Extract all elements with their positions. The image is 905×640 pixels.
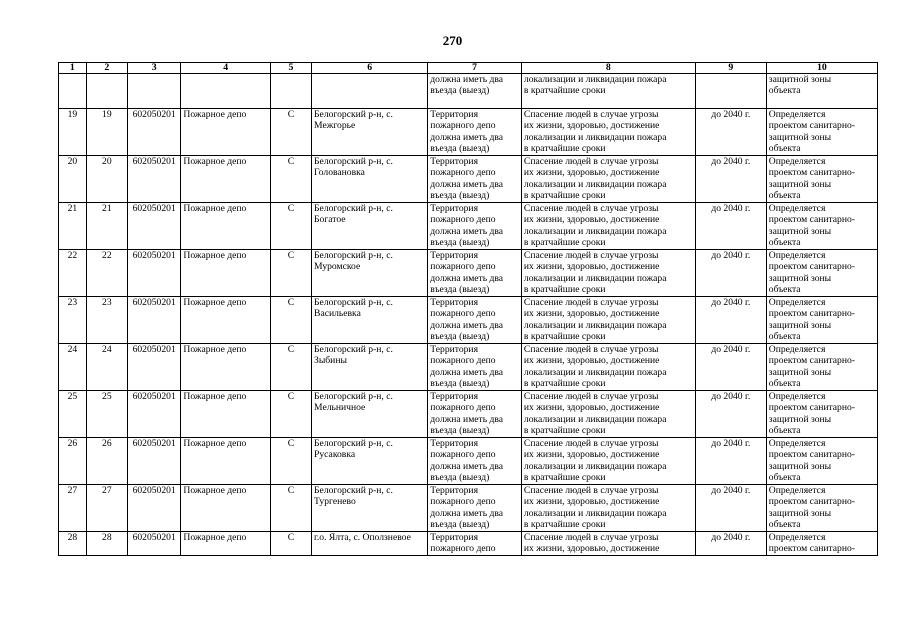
header-cell: 10 (766, 63, 877, 74)
header-cell: 9 (695, 63, 766, 74)
table-cell-n2: 27 (86, 485, 127, 532)
table-cell-name: Пожарное депо (181, 250, 271, 297)
table-cell-territory: Территория пожарного депо должна иметь два въезда (выезд) (428, 203, 522, 250)
table-cell-territory: Территория пожарного депо должна иметь два въезда (выезд) (428, 156, 522, 203)
table-cell-purpose: Спасение людей в случае угрозы их жизни, здоровью, достижение локализации и ликвидации пожара в кратчайшие сроки (521, 109, 695, 156)
table-cell-n2: 26 (86, 438, 127, 485)
table-row (59, 532, 878, 556)
table-cell (181, 74, 271, 109)
table-cell-code: 602050201 (127, 485, 181, 532)
table-cell: должна иметь два въезда (выезд) (428, 74, 522, 109)
table-cell-code: 602050201 (127, 109, 181, 156)
table-cell-name: Пожарное депо (181, 297, 271, 344)
table-cell-zone: Определяется проектом санитарно- защитной зоны объекта (766, 203, 877, 250)
header-cell: 4 (181, 63, 271, 74)
table-cell-code: 602050201 (127, 203, 181, 250)
table-cell-code: 602050201 (127, 250, 181, 297)
header-cell: 1 (59, 63, 87, 74)
table-cell-purpose: Спасение людей в случае угрозы их жизни, здоровью, достижение локализации и ликвидации пожара в кратчайшие сроки (521, 485, 695, 532)
table-cell-n2: 23 (86, 297, 127, 344)
table-cell-territory: Территория пожарного депо должна иметь два въезда (выезд) (428, 344, 522, 391)
table-cell-code: 602050201 (127, 391, 181, 438)
header-cell: 8 (521, 63, 695, 74)
table-cell-zone: Определяется проектом санитарно- защитной зоны объекта (766, 485, 877, 532)
table-cell-name: Пожарное депо (181, 532, 271, 556)
table-cell-term: до 2040 г. (695, 344, 766, 391)
table-cell-n1: 28 (59, 532, 87, 556)
table-row (59, 438, 878, 485)
table-cell-term: до 2040 г. (695, 250, 766, 297)
table-cell-n2: 24 (86, 344, 127, 391)
table-cell-location: Белогорский р-н, с. Тургенево (312, 485, 428, 532)
table-cell (270, 74, 311, 109)
page-number: 270 (442, 33, 463, 48)
table-row (59, 391, 878, 438)
table-cell-zone: Определяется проектом санитарно- защитной зоны объекта (766, 438, 877, 485)
table-cell-location: Белогорский р-н, с. Зыбины (312, 344, 428, 391)
table-cell-n1: 20 (59, 156, 87, 203)
table-cell: защитной зоны объекта (766, 74, 877, 109)
header-cell: 7 (428, 63, 522, 74)
header-cell: 5 (270, 63, 311, 74)
table-cell-term: до 2040 г. (695, 485, 766, 532)
table-row (59, 203, 878, 250)
table-cell-territory: Территория пожарного депо должна иметь два въезда (выезд) (428, 297, 522, 344)
table-cell-purpose: Спасение людей в случае угрозы их жизни, здоровью, достижение локализации и ликвидации пожара в кратчайшие сроки (521, 203, 695, 250)
table-cell-n2: 20 (86, 156, 127, 203)
table-cell-name: Пожарное депо (181, 109, 271, 156)
table-cell (695, 74, 766, 109)
table-cell-name: Пожарное депо (181, 344, 271, 391)
table-cell-territory: Территория пожарного депо должна иметь два въезда (выезд) (428, 485, 522, 532)
table-cell (312, 74, 428, 109)
table-cell-type: С (270, 156, 311, 203)
table-cell-type: С (270, 297, 311, 344)
table-cell-purpose: Спасение людей в случае угрозы их жизни, здоровью, достижение локализации и ликвидации пожара в кратчайшие сроки (521, 156, 695, 203)
table-cell-n1: 21 (59, 203, 87, 250)
table-cell-type: С (270, 485, 311, 532)
table-cell-territory: Территория пожарного депо должна иметь два въезда (выезд) (428, 109, 522, 156)
table-cell-n1: 24 (59, 344, 87, 391)
table-cell-code: 602050201 (127, 344, 181, 391)
table-cell-zone: Определяется проектом санитарно- (766, 532, 877, 556)
table-row (59, 109, 878, 156)
table-cell-type: С (270, 391, 311, 438)
table-cell-name: Пожарное депо (181, 438, 271, 485)
table-cell-type: С (270, 344, 311, 391)
table-cell (86, 74, 127, 109)
table-cell-location: Белогорский р-н, с. Головановка (312, 156, 428, 203)
table-cell-location: Белогорский р-н, с. Межгорье (312, 109, 428, 156)
table-cell (127, 74, 181, 109)
table-cell-type: С (270, 532, 311, 556)
table-cell-type: С (270, 203, 311, 250)
table-cell-location: Белогорский р-н, с. Васильевка (312, 297, 428, 344)
table-cell-code: 602050201 (127, 532, 181, 556)
table-cell-type: С (270, 250, 311, 297)
table-cell-location: Белогорский р-н, с. Мельничное (312, 391, 428, 438)
table-cell-name: Пожарное депо (181, 391, 271, 438)
table-cell-zone: Определяется проектом санитарно- защитной зоны объекта (766, 156, 877, 203)
table-cell-location: Белогорский р-н, с. Богатое (312, 203, 428, 250)
table-cell (59, 74, 87, 109)
table-cell-code: 602050201 (127, 438, 181, 485)
table-row (59, 297, 878, 344)
table-cell-n2: 21 (86, 203, 127, 250)
table-cell-purpose: Спасение людей в случае угрозы их жизни, здоровью, достижение локализации и ликвидации пожара в кратчайшие сроки (521, 438, 695, 485)
header-row (59, 63, 878, 74)
table-cell-name: Пожарное депо (181, 156, 271, 203)
table-cell-term: до 2040 г. (695, 297, 766, 344)
table-cell-territory: Территория пожарного депо должна иметь два въезда (выезд) (428, 391, 522, 438)
table-cell-term: до 2040 г. (695, 391, 766, 438)
table-cell-zone: Определяется проектом санитарно- защитной зоны объекта (766, 250, 877, 297)
table-cell-territory: Территория пожарного депо должна иметь два въезда (выезд) (428, 438, 522, 485)
header-cell: 3 (127, 63, 181, 74)
table-cell-location: г.о. Ялта, с. Оползневое (312, 532, 428, 556)
table-cell-name: Пожарное депо (181, 203, 271, 250)
fire-depot-table (58, 62, 878, 556)
table-row (59, 485, 878, 532)
table-cell-n1: 26 (59, 438, 87, 485)
table-cell-n1: 25 (59, 391, 87, 438)
table-row (59, 344, 878, 391)
table-cell-term: до 2040 г. (695, 109, 766, 156)
table-row (59, 250, 878, 297)
table-cell-zone: Определяется проектом санитарно- защитной зоны объекта (766, 391, 877, 438)
table-cell-n2: 19 (86, 109, 127, 156)
table-cell-n1: 27 (59, 485, 87, 532)
table-cell-purpose: Спасение людей в случае угрозы их жизни, здоровью, достижение локализации и ликвидации пожара в кратчайшие сроки (521, 344, 695, 391)
table-cell-n1: 19 (59, 109, 87, 156)
table-cell-term: до 2040 г. (695, 156, 766, 203)
table-cell-zone: Определяется проектом санитарно- защитной зоны объекта (766, 109, 877, 156)
table-cell-n1: 22 (59, 250, 87, 297)
table-cell-n2: 25 (86, 391, 127, 438)
table-cell-location: Белогорский р-н, с. Русаковка (312, 438, 428, 485)
table-cell-n2: 28 (86, 532, 127, 556)
table-cell-zone: Определяется проектом санитарно- защитной зоны объекта (766, 344, 877, 391)
table-cell-term: до 2040 г. (695, 438, 766, 485)
table-cell-n2: 22 (86, 250, 127, 297)
table-cell-type: С (270, 438, 311, 485)
table-cell: локализации и ликвидации пожара в кратчайшие сроки (521, 74, 695, 109)
table-cell-territory: Территория пожарного депо (428, 532, 522, 556)
table-cell-term: до 2040 г. (695, 532, 766, 556)
table-cell-location: Белогорский р-н, с. Муромское (312, 250, 428, 297)
table-cell-code: 602050201 (127, 297, 181, 344)
header-cell: 6 (312, 63, 428, 74)
table-cell-zone: Определяется проектом санитарно- защитной зоны объекта (766, 297, 877, 344)
table-cell-purpose: Спасение людей в случае угрозы их жизни, здоровью, достижение локализации и ликвидации пожара в кратчайшие сроки (521, 250, 695, 297)
continuation-row (59, 74, 878, 109)
table-cell-purpose: Спасение людей в случае угрозы их жизни, здоровью, достижение локализации и ликвидации пожара в кратчайшие сроки (521, 391, 695, 438)
table-cell-territory: Территория пожарного депо должна иметь два въезда (выезд) (428, 250, 522, 297)
table-cell-term: до 2040 г. (695, 203, 766, 250)
table-cell-purpose: Спасение людей в случае угрозы их жизни, здоровью, достижение (521, 532, 695, 556)
table-cell-type: С (270, 109, 311, 156)
table-cell-name: Пожарное депо (181, 485, 271, 532)
table-cell-n1: 23 (59, 297, 87, 344)
table-cell-purpose: Спасение людей в случае угрозы их жизни, здоровью, достижение локализации и ликвидации пожара в кратчайшие сроки (521, 297, 695, 344)
table-cell-code: 602050201 (127, 156, 181, 203)
table-row (59, 156, 878, 203)
header-cell: 2 (86, 63, 127, 74)
